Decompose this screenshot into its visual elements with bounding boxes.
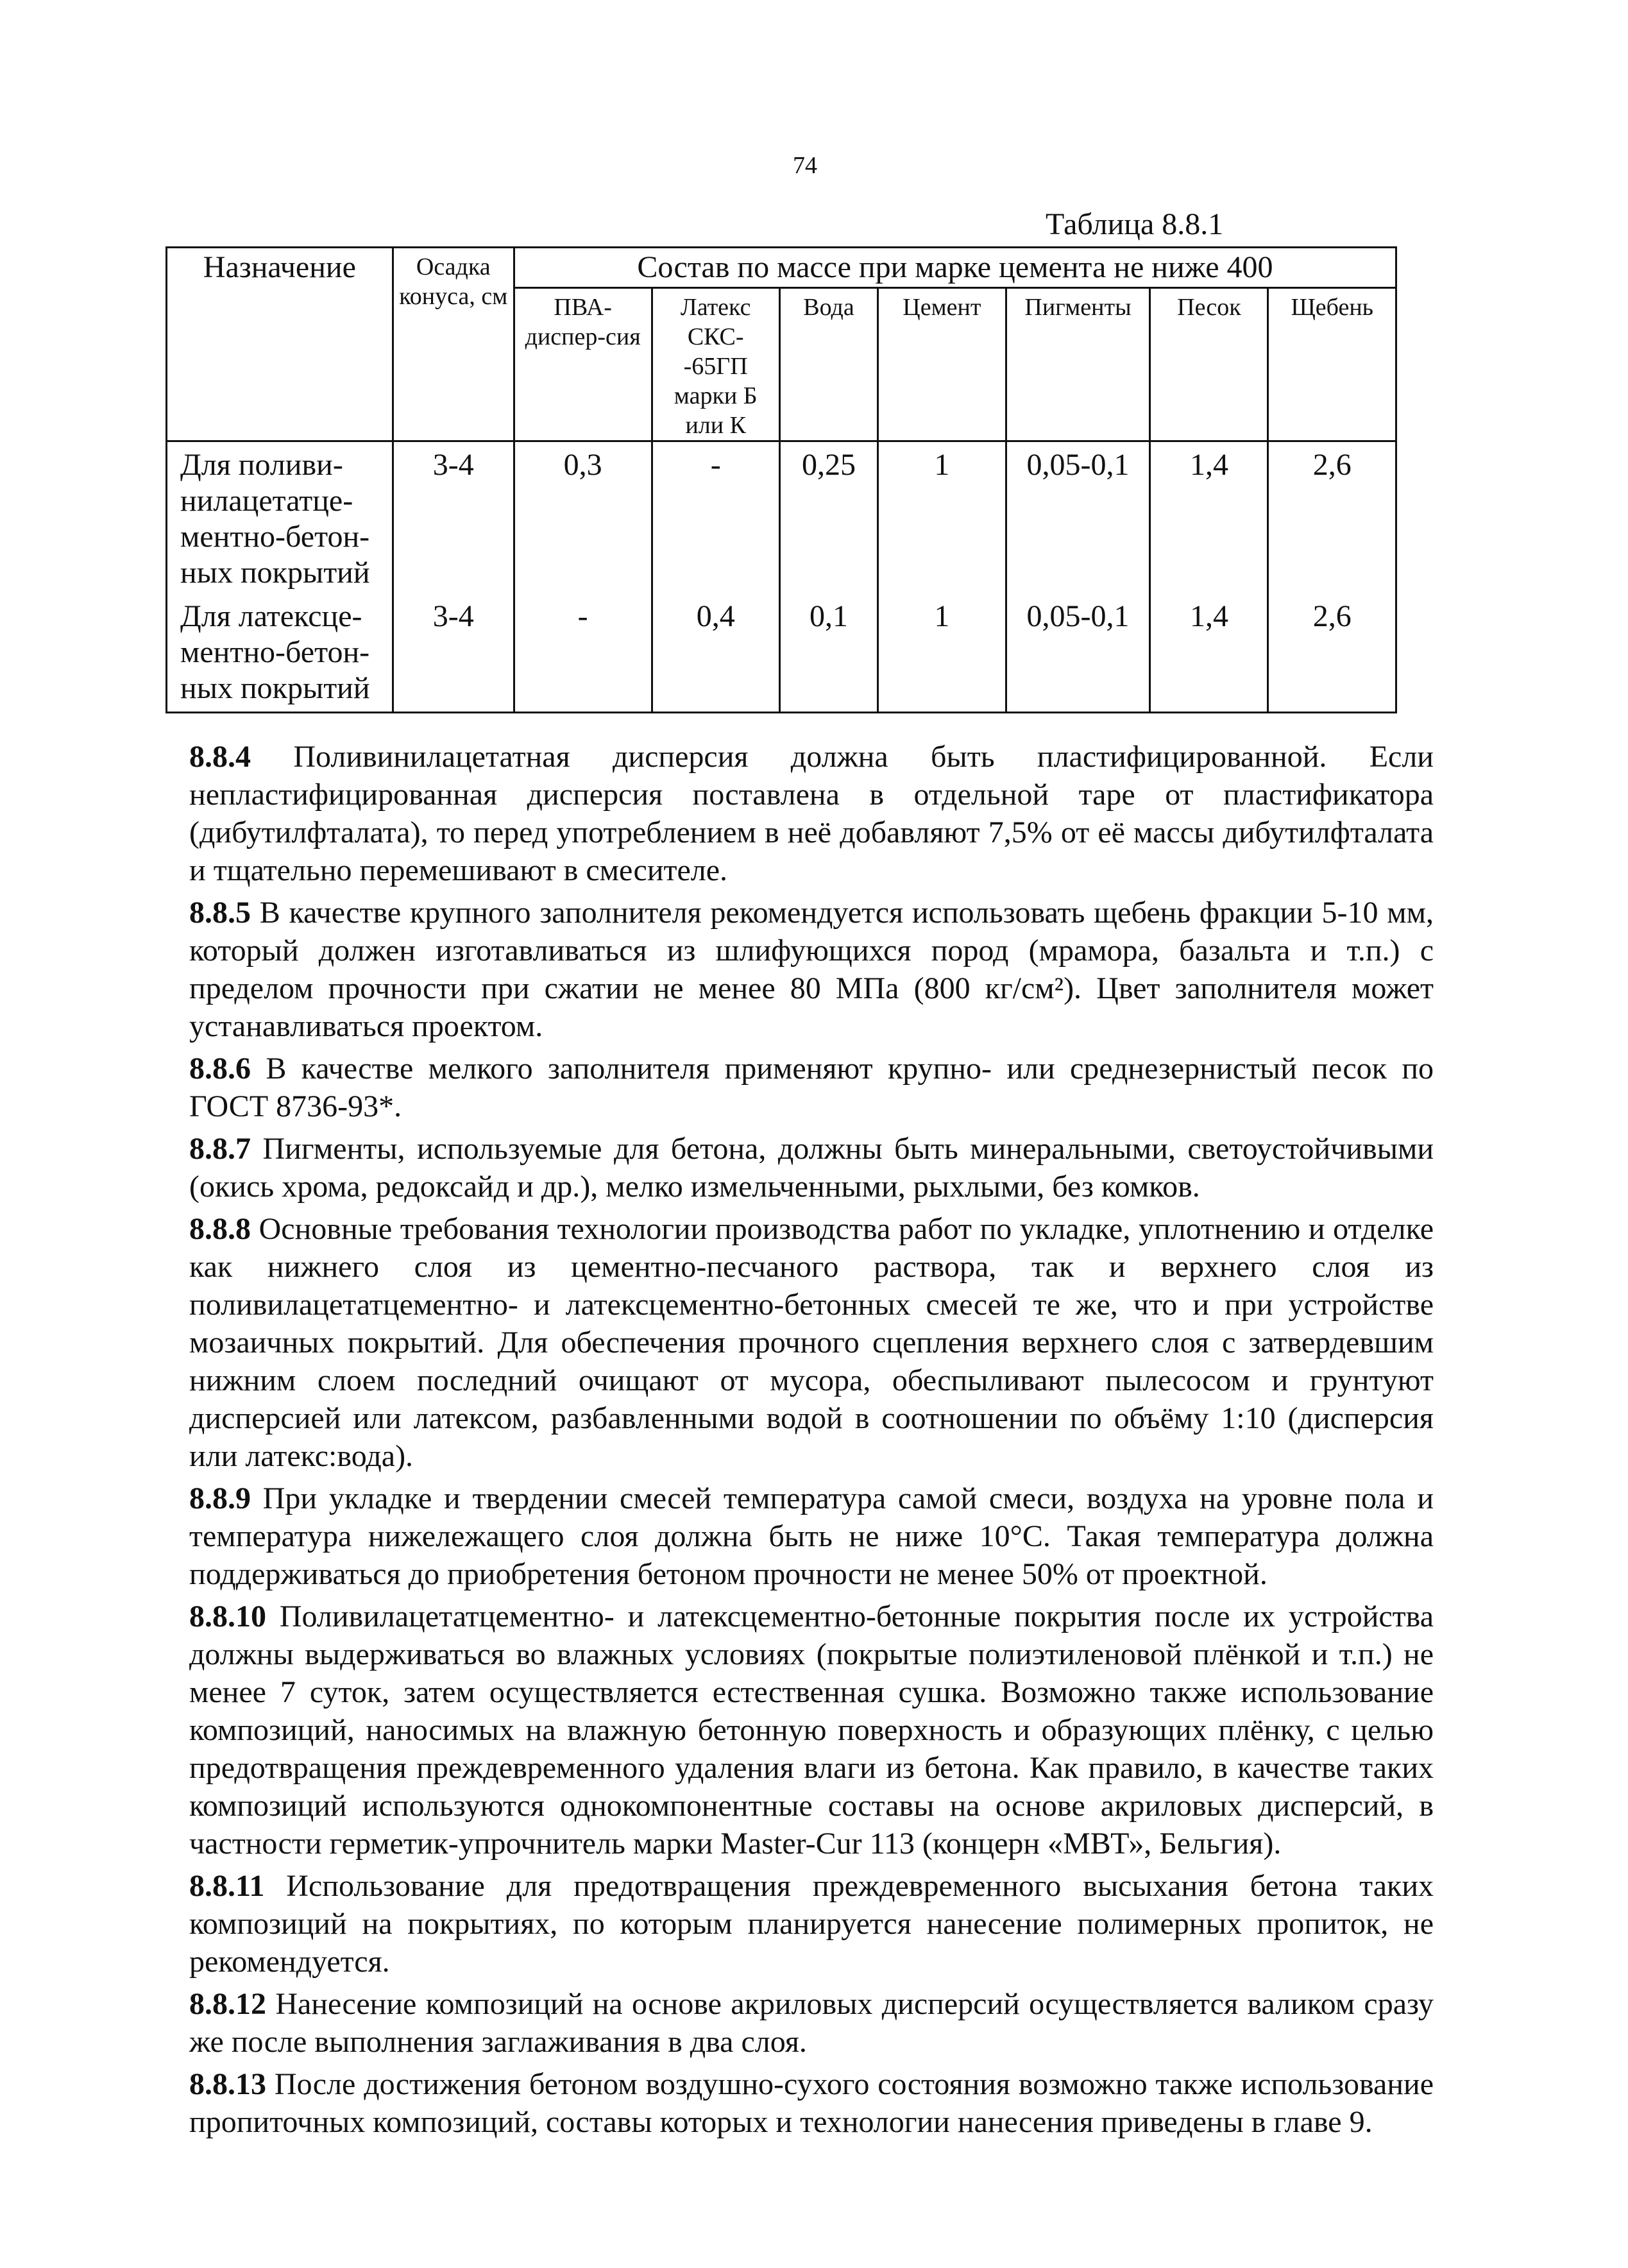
paragraph-text: Пигменты, используемые для бетона, должны быть минеральными, светоустойчивыми (окись хрома, редоксайд и др.), мелко измельченными, рыхлыми, без комков.	[189, 1132, 1434, 1204]
paragraph	[189, 894, 1434, 1045]
paragraph	[189, 1598, 1434, 1863]
cell-slump: 3-4	[393, 599, 514, 713]
cell-water: 0,25	[779, 441, 878, 599]
table-row	[167, 599, 1396, 713]
cell-purpose: Для латексце-ментно-бетон-ных покрытий	[167, 599, 393, 713]
paragraph-text: Основные требования технологии производства работ по укладке, уплотнению и отделке как нижнего слоя из цементно-песчаного раствора, так и верхнего слоя из поливилацетатцементно- и латексцементно-бетонных смесей те же, что и при устройстве мозаичных покрытий. Для обеспечения прочного сцепления верхнего слоя с затвердевшим нижним слоем последний очищают от мусора, обеспыливают пылесосом и грунтуют дисперсией или латексом, разбавленными водой в соотношении по объёму 1:10 (дисперсия или латекс:вода).	[189, 1212, 1434, 1473]
header-gravel: Щебень	[1268, 288, 1396, 441]
paragraph-number: 8.8.8	[189, 1212, 251, 1246]
paragraph	[189, 1050, 1434, 1125]
paragraph	[189, 1210, 1434, 1475]
paragraph	[189, 1867, 1434, 1981]
header-composition: Состав по массе при марке цемента не ниже 400	[514, 248, 1396, 288]
paragraph	[189, 1985, 1434, 2061]
cell-gravel: 2,6	[1268, 599, 1396, 713]
cell-cement: 1	[878, 599, 1006, 713]
page-number: 74	[793, 152, 817, 179]
table-caption: Таблица 8.8.1	[1046, 207, 1224, 241]
cell-gravel: 2,6	[1268, 441, 1396, 599]
paragraph-text: Использование для предотвращения преждевременного высыхания бетона таких композиций на покрытиях, по которым планируется нанесение полимерных пропиток, не рекомендуется.	[189, 1869, 1434, 1979]
table-row	[167, 441, 1396, 599]
cell-water: 0,1	[779, 599, 878, 713]
paragraph	[189, 738, 1434, 889]
header-pva: ПВА-диспер-сия	[514, 288, 652, 441]
paragraph-number: 8.8.13	[189, 2067, 266, 2101]
paragraph-number: 8.8.9	[189, 1481, 251, 1515]
header-latex: Латекс СКС--65ГП марки Б или К	[652, 288, 779, 441]
paragraph-text: В качестве мелкого заполнителя применяют крупно- или среднезернистый песок по ГОСТ 8736-93*.	[189, 1052, 1434, 1123]
body-text	[189, 738, 1434, 2145]
cell-pva: -	[514, 599, 652, 713]
cell-purpose: Для поливи-нилацетатце-ментно-бетон-ных покрытий	[167, 441, 393, 599]
paragraph	[189, 2065, 1434, 2141]
paragraph-number: 8.8.11	[189, 1869, 265, 1903]
paragraph-text: В качестве крупного заполнителя рекомендуется использовать щебень фракции 5-10 мм, который должен изготавливаться из шлифующихся пород (мрамора, базальта и т.п.) с пределом прочности при сжатии не менее 80 МПа (800 кг/см²). Цвет заполнителя может устанавливаться проектом.	[189, 896, 1434, 1043]
header-sand: Песок	[1150, 288, 1268, 441]
paragraph-number: 8.8.12	[189, 1987, 266, 2021]
cell-latex: 0,4	[652, 599, 779, 713]
paragraph-number: 8.8.6	[189, 1052, 251, 1086]
paragraph-text: Поливилацетатцементно- и латексцементно-бетонные покрытия после их устройства должны выдерживаться во влажных условиях (покрытые полиэтиленовой плёнкой и т.п.) не менее 7 суток, затем осуществляется естественная сушка. Возможно также использование композиций, наносимых на влажную бетонную поверхность и образующих плёнку, с целью предотвращения преждевременного удаления влаги из бетона. Как правило, в качестве таких композиций используются однокомпонентные составы на основе акриловых дисперсий, в частности герметик-упрочнитель марки Master-Cur 113 (концерн «МВТ», Бельгия).	[189, 1599, 1434, 1861]
header-slump: Осадка конуса, см	[393, 248, 514, 441]
cell-slump: 3-4	[393, 441, 514, 599]
header-pigments: Пигменты	[1006, 288, 1150, 441]
header-purpose: Назначение	[167, 248, 393, 441]
cell-latex: -	[652, 441, 779, 599]
cell-sand: 1,4	[1150, 599, 1268, 713]
cell-pigments: 0,05-0,1	[1006, 441, 1150, 599]
paragraph-text: Поливинилацетатная дисперсия должна быть пластифицированной. Если непластифицированная дисперсия поставлена в отдельной таре от пластификатора (дибутилфталата), то перед употреблением в неё добавляют 7,5% от её массы дибутилфталата и тщательно перемешивают в смесителе.	[189, 740, 1434, 887]
paragraph	[189, 1479, 1434, 1593]
paragraph-number: 8.8.10	[189, 1599, 266, 1633]
cell-pva: 0,3	[514, 441, 652, 599]
header-cement: Цемент	[878, 288, 1006, 441]
paragraph-number: 8.8.4	[189, 740, 251, 774]
paragraph-text: Нанесение композиций на основе акриловых дисперсий осуществляется валиком сразу же после выполнения заглаживания в два слоя.	[189, 1987, 1434, 2059]
composition-table	[165, 246, 1397, 713]
paragraph-number: 8.8.5	[189, 896, 251, 930]
paragraph-text: После достижения бетоном воздушно-сухого состояния возможно также использование пропиточных композиций, составы которых и технологии нанесения приведены в главе 9.	[189, 2067, 1434, 2139]
cell-sand: 1,4	[1150, 441, 1268, 599]
cell-pigments: 0,05-0,1	[1006, 599, 1150, 713]
cell-cement: 1	[878, 441, 1006, 599]
paragraph-number: 8.8.7	[189, 1132, 251, 1166]
paragraph	[189, 1130, 1434, 1206]
paragraph-text: При укладке и твердении смесей температура самой смеси, воздуха на уровне пола и температура нижележащего слоя должна быть не ниже 10°С. Такая температура должна поддерживаться до приобретения бетоном прочности не менее 50% от проектной.	[189, 1481, 1434, 1591]
header-water: Вода	[779, 288, 878, 441]
